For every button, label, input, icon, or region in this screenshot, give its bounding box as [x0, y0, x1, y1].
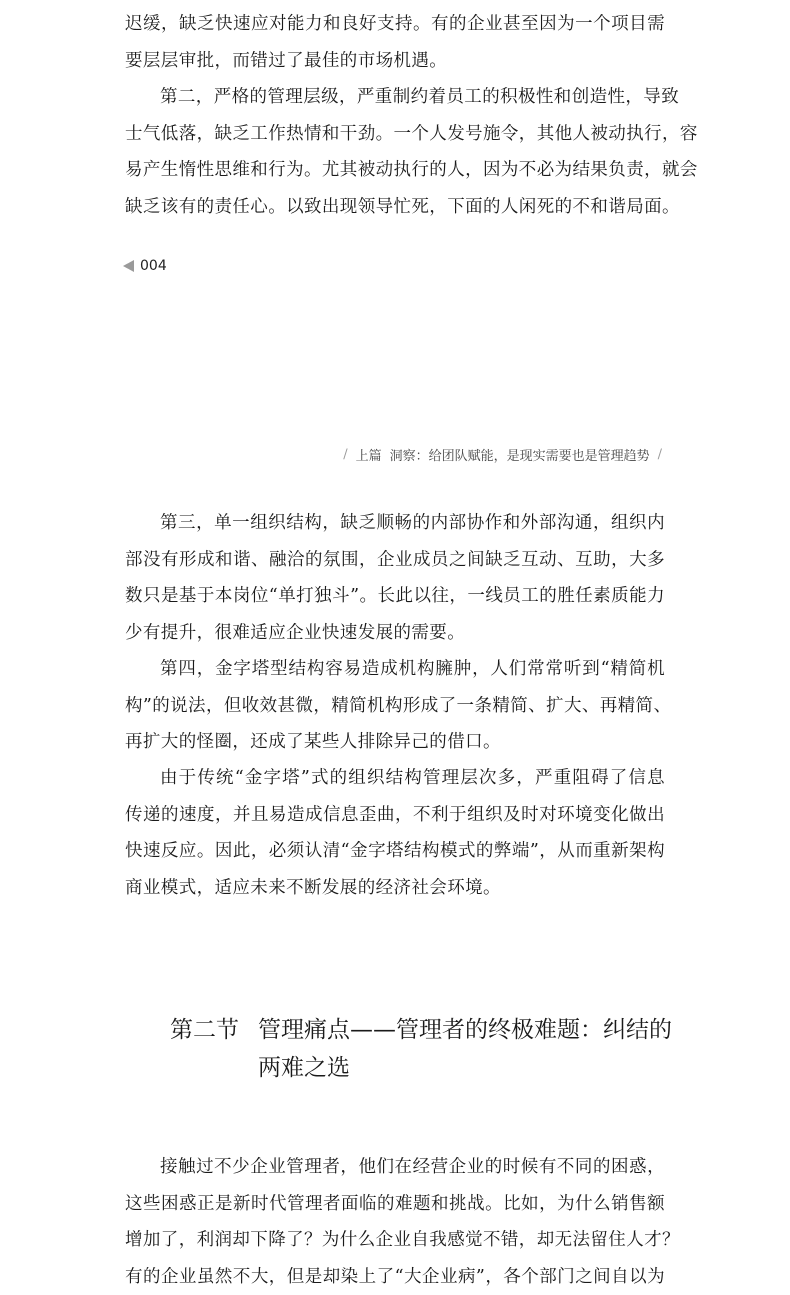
text-line: 增加了，利润却下降了？为什么企业自我感觉不错，却无法留住人才？ — [125, 1222, 665, 1259]
text-line: 第四，金字塔型结构容易造成机构臃肿，人们常常听到“精简机 — [125, 651, 665, 688]
text-line: 构”的说法，但收效甚微，精简机构形成了一条精简、扩大、再精简、 — [125, 688, 665, 725]
section-heading-row — [170, 1011, 672, 1049]
text-line: 第三，单一组织结构，缺乏顺畅的内部协作和外部沟通，组织内 — [125, 505, 665, 542]
text-line: 有的企业虽然不大，但是却染上了“大企业病”，各个部门之间自以为 — [125, 1259, 665, 1295]
section-title-line: 管理痛点——管理者的终极难题：纠结的 — [258, 1011, 672, 1049]
page-number-text: 004 — [140, 258, 167, 274]
text-line: 易产生惰性思维和行为。尤其被动执行的人，因为不必为结果负责，就会 — [125, 152, 665, 189]
text-line: 这些困惑正是新时代管理者面临的难题和挑战。比如，为什么销售额 — [125, 1186, 665, 1223]
text-line: 迟缓，缺乏快速应对能力和良好支持。有的企业甚至因为一个项目需 — [125, 6, 665, 43]
running-header-title: 洞察：给团队赋能，是现实需要也是管理趋势 — [390, 445, 650, 464]
text-line: 数只是基于本岗位“单打独斗”。长此以往，一线员工的胜任素质能力 — [125, 578, 665, 615]
slash-divider: / — [343, 447, 347, 462]
text-line: 由于传统“金字塔”式的组织结构管理层次多，严重阻碍了信息 — [125, 760, 665, 797]
page-number — [123, 258, 167, 274]
paragraph-third-point — [125, 505, 665, 651]
section-label: 第二节 — [170, 1011, 258, 1049]
text-line: 传递的速度，并且易造成信息歪曲，不利于组织及时对环境变化做出 — [125, 797, 665, 834]
text-line: 商业模式，适应未来不断发展的经济社会环境。 — [125, 870, 665, 907]
running-header-part: 上篇 — [356, 445, 382, 464]
text-line: 缺乏该有的责任心。以致出现领导忙死，下面的人闲死的不和谐局面。 — [125, 189, 665, 226]
section-heading-row — [170, 1049, 672, 1087]
paragraph-fourth-point — [125, 651, 665, 761]
text-line: 士气低落，缺乏工作热情和干劲。一个人发号施令，其他人被动执行，容 — [125, 116, 665, 153]
text-line: 快速反应。因此，必须认清“金字塔结构模式的弊端”，从而重新架构 — [125, 833, 665, 870]
text-line: 第二，严格的管理层级，严重制约着员工的积极性和创造性，导致 — [125, 79, 665, 116]
text-line: 要层层审批，而错过了最佳的市场机遇。 — [125, 43, 665, 80]
paragraph-second-point — [125, 79, 665, 225]
triangle-left-icon — [123, 260, 134, 272]
text-line: 接触过不少企业管理者，他们在经营企业的时候有不同的困惑， — [125, 1149, 665, 1186]
paragraph-intro — [125, 1149, 665, 1295]
text-line: 少有提升，很难适应企业快速发展的需要。 — [125, 615, 665, 652]
text-line: 再扩大的怪圈，还成了某些人排除异己的借口。 — [125, 724, 665, 761]
section-title-line: 两难之选 — [258, 1049, 350, 1087]
paragraph-continuation — [125, 6, 665, 79]
running-header — [343, 445, 662, 464]
slash-divider: / — [658, 447, 662, 462]
section-heading — [170, 1011, 672, 1087]
paragraph-summary — [125, 760, 665, 906]
text-line: 部没有形成和谐、融洽的氛围，企业成员之间缺乏互动、互助，大多 — [125, 542, 665, 579]
